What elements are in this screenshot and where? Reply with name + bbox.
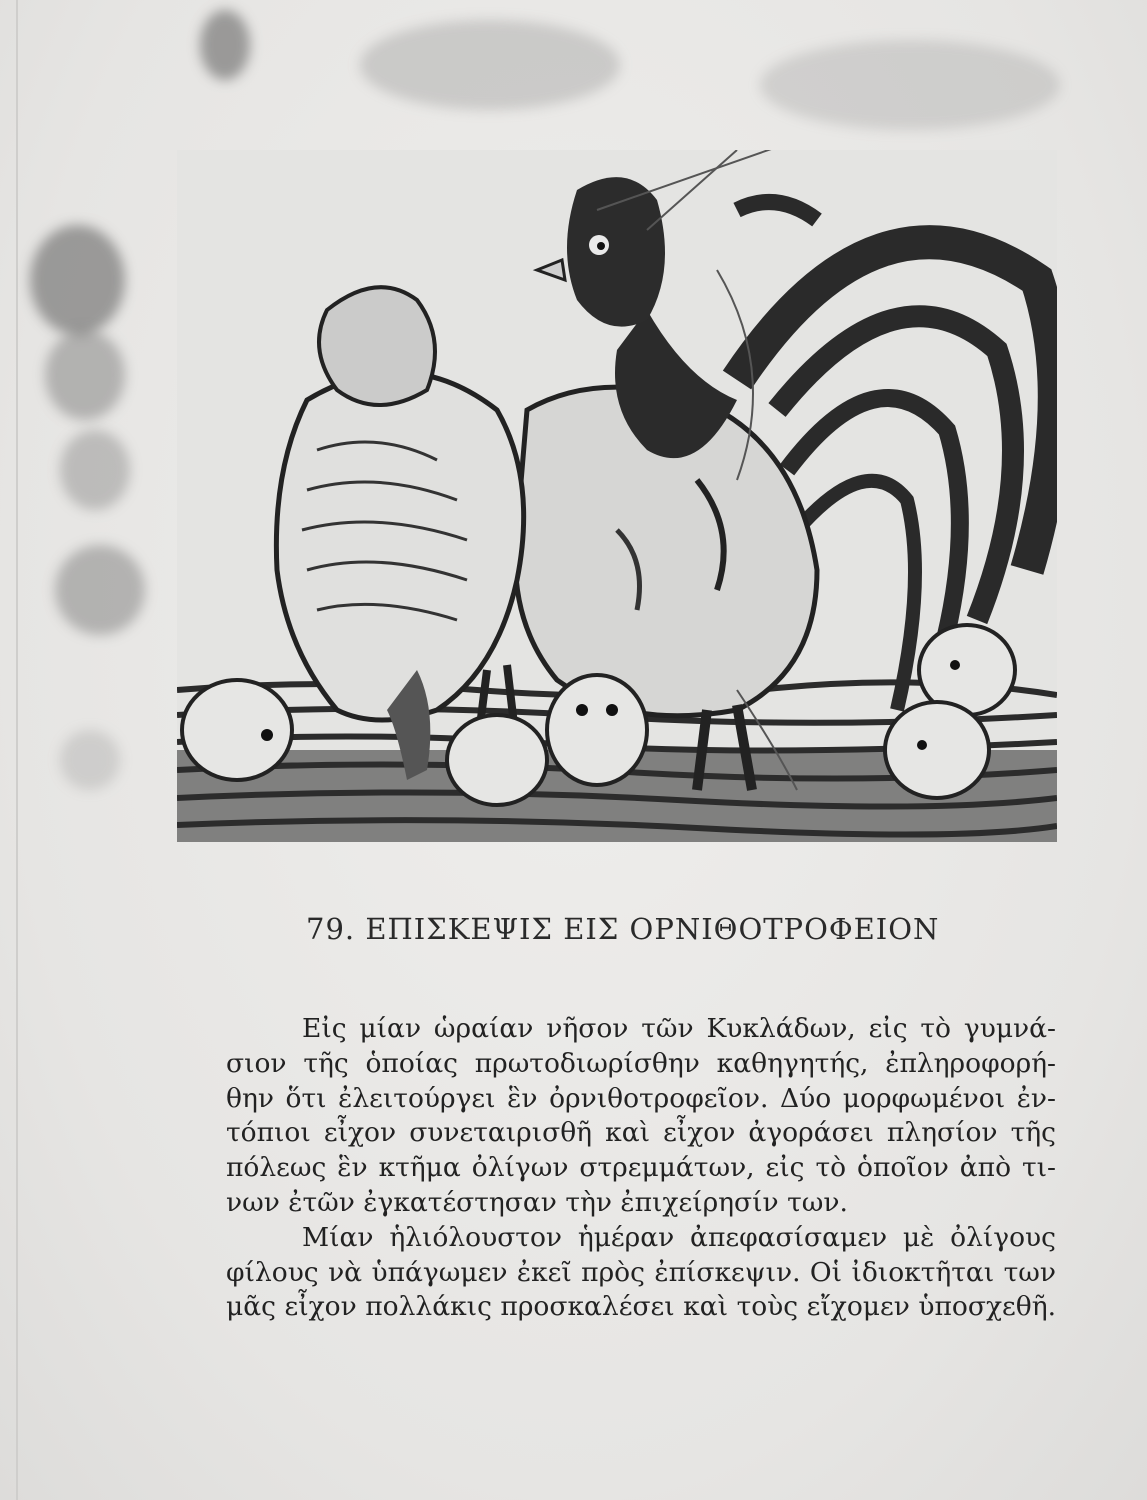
text-line: θην ὅτι ἐλειτούργει ἓν ὀρνιθοτροφεῖον. Δύο μορφωμένοι ἐν- [226, 1082, 1056, 1114]
hen [276, 287, 523, 780]
text-line: τόπιοι εἶχον συνεταιρισθῆ καὶ εἶχον ἀγοράσει πλησίον τῆς [226, 1117, 1056, 1149]
text-line: φίλους νὰ ὑπάγωμεν ἐκεῖ πρὸς ἐπίσκεψιν. Οἱ ἰδιοκτῆται των [226, 1256, 1056, 1288]
fingerprint-smudge [60, 430, 130, 510]
fingerprint-smudge [30, 225, 125, 335]
fingerprint-smudge [60, 730, 120, 790]
chick-middle [447, 715, 547, 805]
fingerprint-smudge [45, 330, 125, 420]
binding-edge [16, 0, 18, 1500]
pencil-smudge [200, 10, 250, 80]
chick-left [182, 680, 292, 780]
text-line: Εἰς μίαν ὡραίαν νῆσον τῶν Κυκλάδων, εἰς τὸ γυμνά- [302, 1013, 1056, 1044]
pencil-smudge [760, 40, 1060, 130]
chapter-heading: 79. ΕΠΙΣΚΕΨΙΣ ΕΙΣ ΟΡΝΙΘΟΤΡΟΦΕΙΟΝ [306, 912, 940, 946]
text-line: πόλεως ἓν κτῆμα ὀλίγων στρεμμάτων, εἰς τὸ ὁποῖον ἀπὸ τι- [226, 1152, 1056, 1184]
text-line: νων ἐτῶν ἐγκατέστησαν τὴν ἐπιχείρησίν των. [226, 1186, 848, 1218]
text-line: σιον τῆς ὁποίας πρωτοδιωρίσθην καθηγητής, ἐπληροφορή- [226, 1047, 1056, 1079]
poultry-illustration [177, 150, 1057, 842]
text-line: Μίαν ἡλιόλουστον ἡμέραν ἀπεφασίσαμεν μὲ ὀλίγους [302, 1221, 1056, 1253]
rooster-hen-chicks-woodcut [177, 150, 1057, 842]
text-line: μᾶς εἶχον πολλάκις προσκαλέσει καὶ τοὺς εἴχομεν ὑποσχεθῆ. [226, 1291, 1056, 1323]
body-text [226, 1012, 1056, 1325]
fingerprint-smudge [55, 545, 145, 635]
chick-facing [547, 675, 647, 785]
pencil-smudge [360, 20, 620, 110]
